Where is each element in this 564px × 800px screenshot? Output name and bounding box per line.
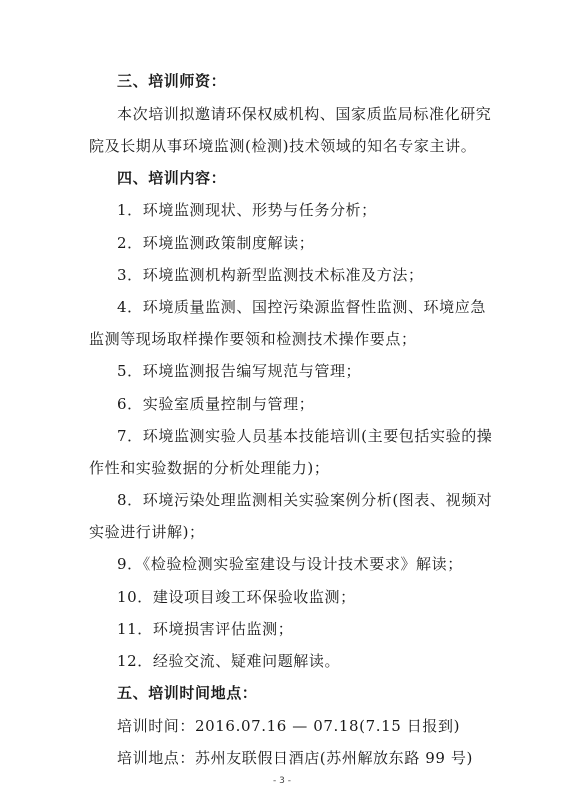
training-place: 培训地点：苏州友联假日酒店(苏州解放东路 99 号)	[117, 749, 473, 767]
section-heading-teachers: 三、培训师资：	[117, 72, 227, 90]
page-number: - 3 -	[273, 776, 291, 786]
list-item: 7．环境监测实验人员基本技能培训(主要包括实验的操	[117, 427, 493, 445]
list-item: 1．环境监测现状、形势与任务分析；	[117, 201, 377, 219]
list-item: 5．环境监测报告编写规范与管理；	[117, 362, 362, 380]
list-item: 6．实验室质量控制与管理；	[117, 395, 315, 413]
list-item-continuation: 作性和实验数据的分析处理能力)；	[89, 459, 330, 477]
list-item: 9．《检验检测实验室建设与设计技术要求》解读；	[117, 555, 463, 573]
list-item-continuation: 监测等现场取样操作要领和检测技术操作要点；	[89, 330, 417, 348]
list-item: 4．环境质量监测、国控污染源监督性监测、环境应急	[117, 298, 486, 316]
paragraph-line: 本次培训拟邀请环保权威机构、国家质监局标准化研究	[117, 105, 492, 123]
list-item: 12．经验交流、疑难问题解读。	[117, 652, 341, 670]
list-item: 11．环境损害评估监测；	[117, 620, 294, 638]
paragraph-line: 院及长期从事环境监测(检测)技术领域的知名专家主讲。	[89, 137, 477, 155]
list-item: 8．环境污染处理监测相关实验案例分析(图表、视频对	[117, 491, 493, 509]
list-item: 10．建设项目竣工环保验收监测；	[117, 588, 356, 606]
section-heading-time-place: 五、培训时间地点：	[117, 684, 258, 702]
list-item-continuation: 实验进行讲解)；	[89, 523, 205, 541]
list-item: 3．环境监测机构新型监测技术标准及方法；	[117, 266, 424, 284]
training-time: 培训时间：2016.07.16 — 07.18(7.15 日报到)	[117, 717, 461, 735]
section-heading-content: 四、培训内容：	[117, 169, 227, 187]
list-item: 2．环境监测政策制度解读；	[117, 234, 315, 252]
